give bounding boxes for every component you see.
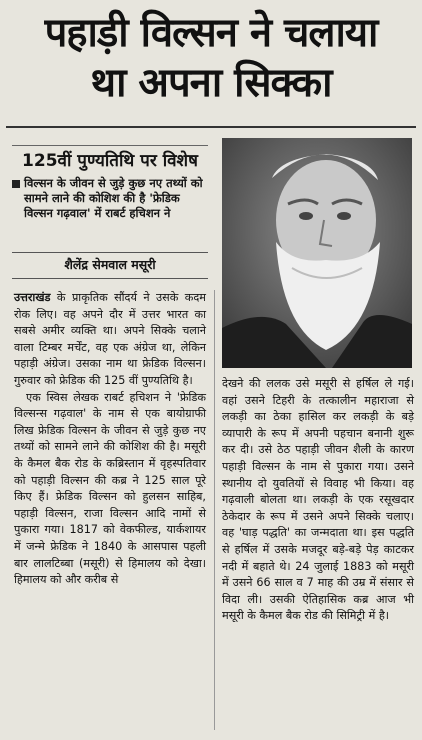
summary-text: विल्सन के जीवन से जुड़े कुछ नए तथ्यों को सामने लाने की कोशिश की है 'फ्रेडिक विल्सन गढ़वाल' में राबर्ट हचिशन ने [24,176,203,220]
headline-line-1: पहाड़ी विल्सन ने चलाया [44,10,378,56]
summary-box [12,145,208,250]
article-column-right [222,376,414,625]
subheading: 125वीं पुण्यतिथि पर विशेष [22,151,198,171]
article-column-left [14,290,206,589]
square-bullet-icon [12,180,20,188]
summary [12,176,208,221]
column-divider [214,290,215,730]
headline-divider [6,126,416,128]
paragraph: एक स्विस लेखक राबर्ट हचिशन ने 'फ्रेडिक विल्सन्स गढ़वाल' के नाम से एक बायोग्राफी लिख फ्रेडिक विल्सन के जीवन से जुड़े कुछ नए तथ्यों को सामने लाने की कोशिश की है। मसूरी के कैमल बैक रोड के कब्रिस्तान में वृहस्पतिवार को पहाड़ी विल्सन की कब्र ने 125 साल पूरे किए हैं। फ्रेडिक विल्सन को हुलसन साहिब, पहाड़ी विल्सन, राजा विल्सन आदि नामों से पुकारा गया। 1817 को वेकफील्ड, यार्कशायर में जन्मे फ्रेडिक ने 1840 के आसपास पहली बार लालटिब्बा (मसूरी) से हिमालय को देखा। हिमालय को और करीब से [14,390,206,587]
byline-rule-top [12,252,208,253]
lead-word: उत्तराखंड [14,291,51,304]
byline-rule-bottom [12,278,208,279]
headline [8,8,414,108]
paragraph [14,290,206,390]
paragraph: देखने की ललक उसे मसूरी से हर्षिल ले गई। वहां उसने टिहरी के तत्कालीन महाराजा से लकड़ी का ठेका हासिल कर लकड़ी के बड़े व्यापारी के रूप में अपनी पहचान बनानी शुरू कर दी। उसे ठेठ पहाड़ी जीवन शैली के कारण पहाड़ी विल्सन के नाम से पुकारा गया। उसने स्थानीय दो युवतियों से विवाह भी किया। वह गढ़वाली बोलता था। लकड़ी के एक रसूखदार ठेकेदार के रूप में उसने अपने सिक्के चलाए। वह 'घाड़ पद्धति' का जन्मदाता था। इस पद्धति से हर्षिल में उसके मजदूर बड़े-बड़े पेड़ काटकर नदी में बहाते थे। 24 जुलाई 1883 को मसूरी में उसने 66 साल व 7 माह की उम्र में संसार से विदा ली। उसकी ऐतिहासिक कब्र आज भी मसूरी के कैमल बैक रोड की सिमिट्री में है। [222,377,414,623]
byline: शैलेंद्र सेमवाल मसूरी [64,257,156,272]
paragraph-text: के प्राकृतिक सौंदर्य ने उसके कदम रोक लिए। वह अपने दौर में उत्तर भारत का सबसे अमीर व्यक्ति था। अपने सिक्के चलाने वाला टिम्बर मर्चेंट, वह एक अंग्रेज था, लेकिन पहाड़ी अंग्रेज। उसका नाम था फ्रेडिक विल्सन। गुरुवार को फ्रेडिक की 125 वीं पुण्यतिथि है। [14,291,206,387]
portrait-photo-icon [222,138,412,368]
headline-line-2: था अपना सिक्का [90,60,332,106]
